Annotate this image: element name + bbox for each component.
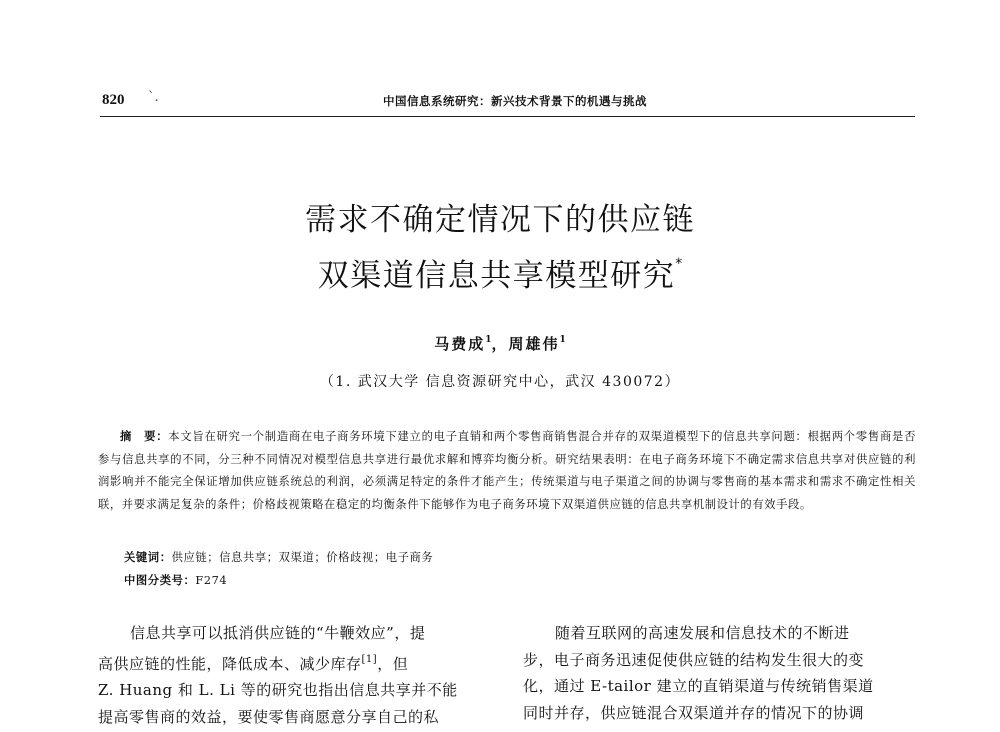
abstract [98,426,916,516]
abstract-label: 摘 要： [120,430,169,443]
body-line [98,647,496,678]
author-affiliation-mark: 1 [559,335,566,345]
affiliation: （1. 武汉大学 信息资源研究中心，武汉 430072） [319,374,681,390]
body-line: 同时并存，供应链混合双渠道并存的情况下的协调 [523,703,865,722]
body-line: 步，电子商务迅速促使供应链的结构发生很大的变 [523,650,865,669]
body-line: 信息共享可以抵消供应链的“牛鞭效应”，提 [130,624,426,642]
paper-title [200,198,800,298]
title-line-1: 需求不确定情况下的供应链 [305,202,695,238]
body-column-right [523,620,921,726]
author-separator: ， [491,335,509,353]
title-line-2 [200,242,800,298]
citation-ref[interactable]: [1] [361,653,378,665]
author-name: 周雄伟 [508,335,560,353]
page-mark: `. [148,90,159,105]
body-line: 化，通过 E-tailor 建立的直销渠道与传统销售渠道 [523,677,874,695]
page-number: 820 [102,92,125,108]
classification-text: F274 [195,574,228,587]
title-line-2-text: 双渠道信息共享模型研究 [317,258,676,294]
body-column-left [98,620,496,730]
abstract-text: 本文旨在研究一个制造商在电子商务环境下建立的电子直销和两个零售商销售混合并存的双渠道模型下的信息共享问题：根据两个零售商是否参与信息共享的不同，分三种不同情况对模型信息共享进行最优求解和博弈均衡分析。研究结果表明：在电子商务环境下不确定需求信息共享对供应链的利润影响并不能完全保证增加供应链系统总的利润，必须满足特定的条件才能产生；传统渠道与电子渠道之间的协调与零售商的基本需求和需求不确定性相关联，并要求满足复杂的条件；价格歧视策略在稳定的均衡条件下能够作为电子商务环境下双渠道供应链的信息共享机制设计的有效手段。 [98,430,916,511]
classification-label: 中图分类号： [124,574,196,587]
page-header [100,88,915,117]
running-title: 中国信息系统研究：新兴技术背景下的机遇与挑战 [383,94,647,108]
body-line: 随着互联网的高速发展和信息技术的不断进 [555,624,850,642]
body-line-text: ，但 [377,654,409,673]
body-line: 提高零售商的效益，要使零售商愿意分享自己的私 [98,707,440,726]
author-name: 马费成 [434,335,486,353]
keywords [124,549,904,565]
keywords-text: 供应链；信息共享；双渠道；价格歧视；电子商务 [171,551,434,564]
body-line: Z. Huang 和 L. Li 等的研究也指出信息共享并不能 [98,681,458,699]
title-footnote-mark: * [675,256,683,272]
classification-number [124,572,524,588]
body-line-text: 高供应链的性能，降低成本、减少库存 [98,654,362,673]
keywords-label: 关键词： [124,551,172,564]
author-list [300,333,700,354]
author-affiliation-mark: 1 [485,335,492,345]
